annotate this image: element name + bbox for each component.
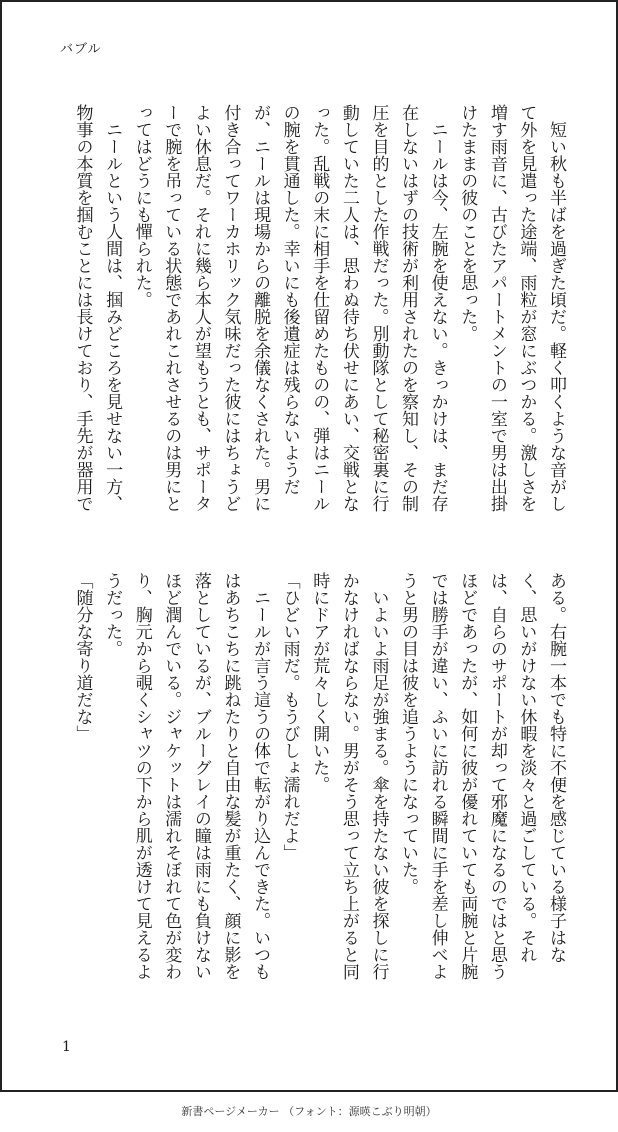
paragraph: いよいよ雨足が強まる。傘を持たない彼を探しに行かなければならない。男がそう思って立ち上がると同時にドアが荒々しく開いた。: [309, 572, 389, 980]
text-block-lower: [0, 572, 570, 992]
page-number: 1: [62, 1039, 71, 1055]
dialogue-line: 「ひどい雨だ。もうびしょ濡れだよ」: [279, 572, 300, 861]
dialogue-line: 「随分な寄り道だな」: [72, 572, 93, 742]
running-title: バブル: [60, 42, 102, 57]
paragraph: ニールという人間は、掴みどころを見せない一方、物事の本質を掴むことには長けており、手先が器用で: [72, 104, 123, 512]
text-block-upper: [0, 104, 570, 524]
paragraph: ある。右腕一本でも特に不便を感じている様子はなく、思いがけない休暇を淡々と過ごしている。それは、自らのサポートが却って邪魔になるのではと思うほどであったが、如何に彼が優れていても両腕と片腕では勝手が違い、ふいに訪れる瞬間に手を差し伸べようと男の目は彼を追うようになっていた。: [398, 572, 566, 980]
paragraph: ニールは今、左腕を使えない。きっかけは、まだ存在しないはずの技術が利用されたのを察知し、その制圧を目的とした作戦だった。別動隊として秘密裏に行動していた二人は、思わぬ待ち伏せにあい、交戦となった。乱戦の末に相手を仕留めたものの、弾はニールの腕を貫通した。幸いにも後遺症は残らないようだが、ニールは現場からの離脱を余儀なくされた。男に付き合ってワーカホリック気味だった彼にはちょうどよい休息だ。それに幾ら本人が望もうとも、サポーターで腕を吊っている状態であれこれさせるのは男にとってはどうにも憚られた。: [131, 104, 448, 512]
paragraph: ニールが言う這うの体で転がり込んできた。いつもはあちこちに跳ねたりと自由な髪が重たく、顔に影を落としているが、ブルーグレイの瞳は雨にも負けないほど潤んでいる。ジャケットは濡れそぼれて色が変わり、胸元から覗くシャツの下から肌が透けて見えるようだった。: [102, 572, 271, 980]
paragraph: 短い秋も半ばを過ぎた頃だ。軽く叩くような音がして外を見遣った途端、雨粒が窓にぶつかる。激しさを増す雨音に、古びたアパートメントの一室で男は出掛けたままの彼のことを思った。: [457, 104, 566, 512]
footer-caption: 新書ページメーカー （フォント：源暎こぶり明朝）: [181, 1105, 437, 1118]
